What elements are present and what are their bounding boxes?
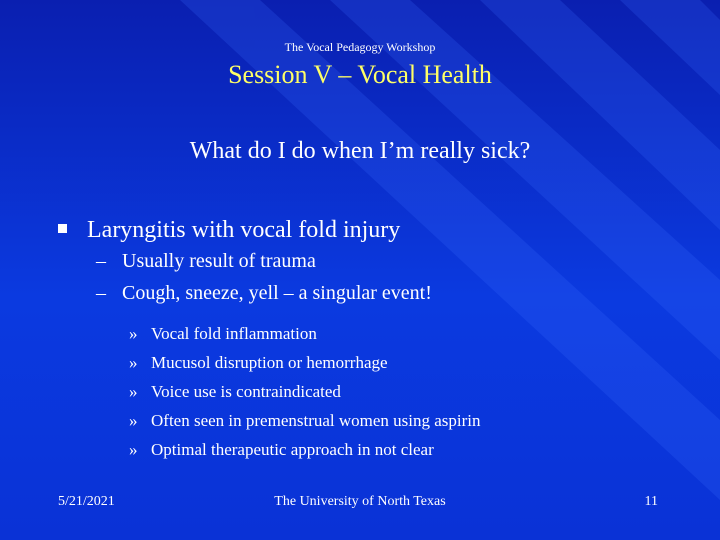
slide-number: 11 <box>644 494 658 509</box>
sub-bullet-list <box>96 250 698 314</box>
square-bullet-icon <box>58 224 67 233</box>
detail-text: Voice use is contraindicated <box>151 382 341 401</box>
sub-bullet-text: Cough, sneeze, yell – a singular event! <box>122 282 432 304</box>
detail-item <box>129 382 698 411</box>
footer-date: 5/21/2021 <box>58 494 115 509</box>
detail-list <box>129 324 698 469</box>
bullet-level-1 <box>58 217 698 244</box>
bullet-content <box>58 217 698 469</box>
footer-organization: The University of North Texas <box>274 494 446 509</box>
detail-item <box>129 324 698 353</box>
detail-text: Vocal fold inflammation <box>151 324 317 343</box>
bullet-text: Laryngitis with vocal fold injury <box>87 217 401 243</box>
sub-bullet-item <box>96 282 698 314</box>
sub-bullet-item <box>96 250 698 282</box>
detail-item <box>129 353 698 382</box>
raquo-marker: » <box>129 324 138 343</box>
workshop-header: The Vocal Pedagogy Workshop <box>284 40 436 54</box>
detail-text: Mucusol disruption or hemorrhage <box>151 353 388 372</box>
raquo-marker: » <box>129 440 138 459</box>
slide-title: Session V – Vocal Health <box>228 60 492 89</box>
detail-item <box>129 411 698 440</box>
dash-marker: – <box>96 250 106 272</box>
slide-subtitle: What do I do when I’m really sick? <box>189 138 531 164</box>
sub-bullet-text: Usually result of trauma <box>122 250 316 272</box>
raquo-marker: » <box>129 411 138 430</box>
dash-marker: – <box>96 282 106 304</box>
detail-text: Often seen in premenstrual women using aspirin <box>151 411 481 430</box>
detail-text: Optimal therapeutic approach in not clear <box>151 440 434 459</box>
raquo-marker: » <box>129 353 138 372</box>
raquo-marker: » <box>129 382 138 401</box>
detail-item <box>129 440 698 469</box>
